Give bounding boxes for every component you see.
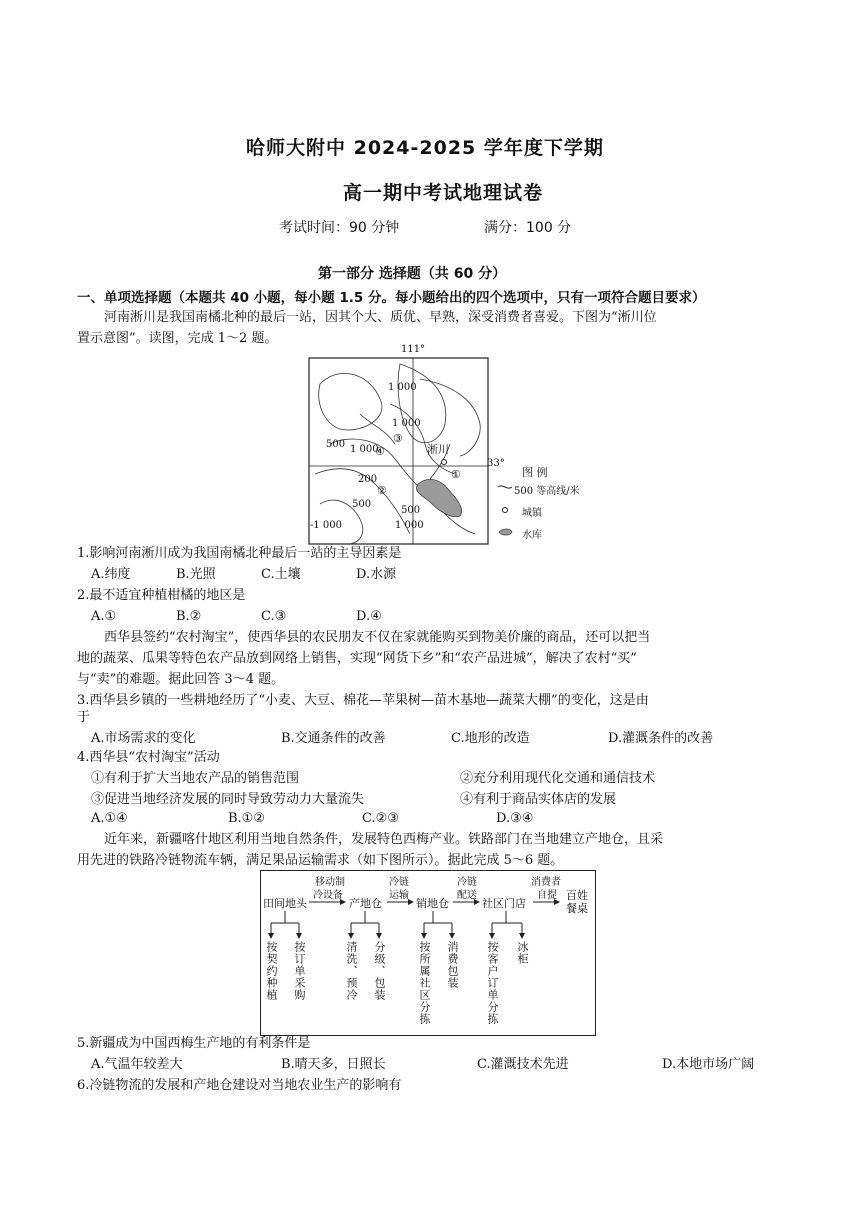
cold-chain-flow-diagram — [260, 870, 596, 1036]
edge-label-top: 冷链 — [457, 877, 477, 888]
latitude-label: 33° — [487, 458, 505, 469]
q2-option-a[interactable]: A.① — [91, 609, 117, 624]
xichuan-location-map — [300, 344, 600, 549]
q5-option-d[interactable]: D.本地市场广阔 — [662, 1057, 755, 1072]
node-baixingcanzhuo: 百姓餐桌 — [566, 889, 588, 915]
exam-subtitle: 高一期中考试地理试卷 — [343, 182, 544, 204]
q3-option-d[interactable]: D.灌溉条件的改善 — [608, 731, 714, 746]
edge-label-bottom: 运输 — [389, 890, 409, 901]
q2-option-d[interactable]: D.④ — [356, 609, 382, 624]
q4-stem: 4.西华县“农村淘宝”活动 — [77, 750, 220, 765]
legend-title: 图 例 — [522, 466, 548, 479]
q4-option-d[interactable]: D.③④ — [496, 811, 534, 826]
legend-town-symbol — [503, 508, 508, 513]
node-shequmendian: 社区门店 — [482, 897, 526, 910]
q5-option-c[interactable]: C.灌溉技术先进 — [477, 1057, 569, 1072]
legend-town: 城镇 — [522, 508, 542, 519]
passage2-line2: 地的蔬菜、瓜果等特色农产品放到网络上销售，实现“网货下乡”和“农产品进城”，解决了农村“买” — [77, 651, 637, 666]
place-3: ③ — [393, 432, 403, 445]
passage1-line1: 河南淅川是我国南橘北种的最后一站，因其个大、质优、早熟，深受消费者喜爱。下图为“淅川位 — [104, 310, 657, 325]
edge-label-top: 移动制 — [315, 877, 345, 888]
q6-stem: 6.冷链物流的发展和产地仓建设对当地农业生产的影响有 — [77, 1078, 402, 1093]
exam-title: 哈师大附中 2024-2025 学年度下学期 — [246, 137, 604, 159]
contour-label: 1 000 — [392, 418, 421, 429]
full-score: 满分：100 分 — [484, 220, 572, 236]
part1-heading: 第一部分 选择题（共 60 分） — [318, 266, 507, 282]
q3-stem-line2: 于 — [77, 710, 91, 725]
q3-option-a[interactable]: A.市场需求的变化 — [91, 731, 196, 746]
edge-label-top: 消费者 — [531, 877, 561, 888]
sub-label: 消费包装 — [446, 941, 459, 989]
xichuan-town-marker — [442, 460, 447, 465]
passage2-line1: 西华县签约“农村淘宝”，使西华县的农民朋友不仅在家就能购买到物美价廉的商品，还可以把当 — [104, 630, 651, 645]
place-2: ② — [377, 484, 387, 497]
legend-reservoir: 水库 — [522, 530, 542, 541]
edge-label-bottom: 配送 — [457, 890, 477, 901]
node-xiaodicang: 销地仓 — [416, 897, 449, 910]
passage1-line2: 置示意图”。读图，完成 1～2 题。 — [77, 331, 278, 346]
branch-arrowheads — [268, 933, 525, 939]
branch-tian — [271, 911, 299, 935]
part1-instruction: 一、单项选择题（本题共 40 小题，每小题 1.5 分。每小题给出的四个选项中，只有一项符合题目要求） — [77, 290, 706, 306]
q5-option-b[interactable]: B.晴天多，日照长 — [281, 1057, 386, 1072]
exam-time: 考试时间：90 分钟 — [279, 220, 400, 236]
sub-label: 冰柜 — [516, 941, 529, 965]
place-1: ① — [451, 468, 461, 481]
passage2-line3: 与“卖”的难题。据此回答 3～4 题。 — [77, 672, 285, 687]
longitude-label: 111° — [401, 344, 426, 355]
node-chandicang: 产地仓 — [349, 897, 382, 910]
passage3-line1: 近年来，新疆喀什地区利用当地自然条件，发展特色西梅产业。铁路部门在当地建立产地仓，且采 — [104, 832, 664, 847]
contour-line — [319, 373, 382, 430]
branch-chandicang — [351, 911, 379, 935]
q4-item-2: ②充分利用现代化交通和通信技术 — [460, 771, 656, 786]
q4-option-a[interactable]: A.①④ — [91, 811, 128, 826]
q4-item-1: ①有利于扩大当地农产品的销售范围 — [91, 771, 300, 786]
legend-contour-symbol — [498, 486, 512, 488]
sub-label: 按所属社区分拣 — [418, 941, 431, 1025]
q1-option-b[interactable]: B.光照 — [176, 567, 216, 582]
contour-label: 500 — [326, 439, 346, 450]
sub-label: 清洗、预冷 — [345, 941, 358, 1001]
q4-item-3: ③促进当地经济发展的同时导致劳动力大量流失 — [91, 792, 365, 807]
q5-stem: 5.新疆成为中国西梅生产地的有利条件是 — [77, 1036, 311, 1051]
contour-label: 500 — [352, 499, 372, 510]
q1-option-d[interactable]: D.水源 — [356, 567, 397, 582]
contour-line — [398, 364, 446, 443]
q4-option-c[interactable]: C.②③ — [362, 811, 399, 826]
q4-item-4: ④有利于商品实体店的发展 — [460, 792, 617, 807]
q3-option-c[interactable]: C.地形的改造 — [451, 731, 530, 746]
passage3-line2: 用先进的铁路冷链物流车辆，满足果品运输需求（如下图所示）。据此完成 5～6 题。 — [77, 853, 564, 868]
branch-shequ — [492, 911, 522, 935]
q2-option-c[interactable]: C.③ — [261, 609, 287, 624]
contour-label: 1 000 — [395, 520, 424, 531]
branch-xiaodicang — [424, 911, 452, 935]
q3-stem-line1: 3.西华县乡镇的一些耕地经历了“小麦、大豆、棉花—苹果树—苗木基地—蔬菜大棚”的变化，这是由 — [77, 693, 649, 708]
contour-label: 1 000 — [388, 382, 417, 393]
q3-option-b[interactable]: B.交通条件的改善 — [281, 731, 386, 746]
sub-label: 分级、包装 — [373, 941, 386, 1001]
contour-label: -1 000 — [310, 520, 343, 531]
edge-label-bottom: 冷设备 — [313, 890, 343, 901]
sub-label: 按契约种植 — [265, 941, 278, 1001]
place-4: ④ — [375, 445, 385, 458]
edge-label-top: 冷链 — [389, 877, 409, 888]
contour-label: 200 — [358, 474, 378, 485]
q2-option-b[interactable]: B.② — [176, 609, 202, 624]
sub-label: 按客户订单分拣 — [486, 941, 499, 1025]
contour-label: 1 000 — [350, 444, 379, 455]
q1-stem: 1.影响河南淅川成为我国南橘北种最后一站的主导因素是 — [77, 546, 402, 561]
contour-label: 500 — [401, 505, 421, 516]
reservoir-shape — [416, 479, 461, 516]
xichuan-town-label: 淅川 — [427, 443, 449, 456]
edge-label-bottom: 自提 — [537, 890, 557, 901]
q1-option-a[interactable]: A.纬度 — [91, 567, 131, 582]
q4-option-b[interactable]: B.①② — [228, 811, 265, 826]
node-tianjiantoutou: 田间地头 — [263, 897, 307, 910]
q5-option-a[interactable]: A.气温年较差大 — [91, 1057, 183, 1072]
sub-label: 按订单采购 — [293, 941, 306, 1001]
q2-stem: 2.最不适宜种植柑橘的地区是 — [77, 588, 246, 603]
legend-reservoir-symbol — [499, 529, 512, 535]
q1-option-c[interactable]: C.土壤 — [261, 567, 301, 582]
legend-contour: 500 等高线/米 — [514, 486, 580, 497]
